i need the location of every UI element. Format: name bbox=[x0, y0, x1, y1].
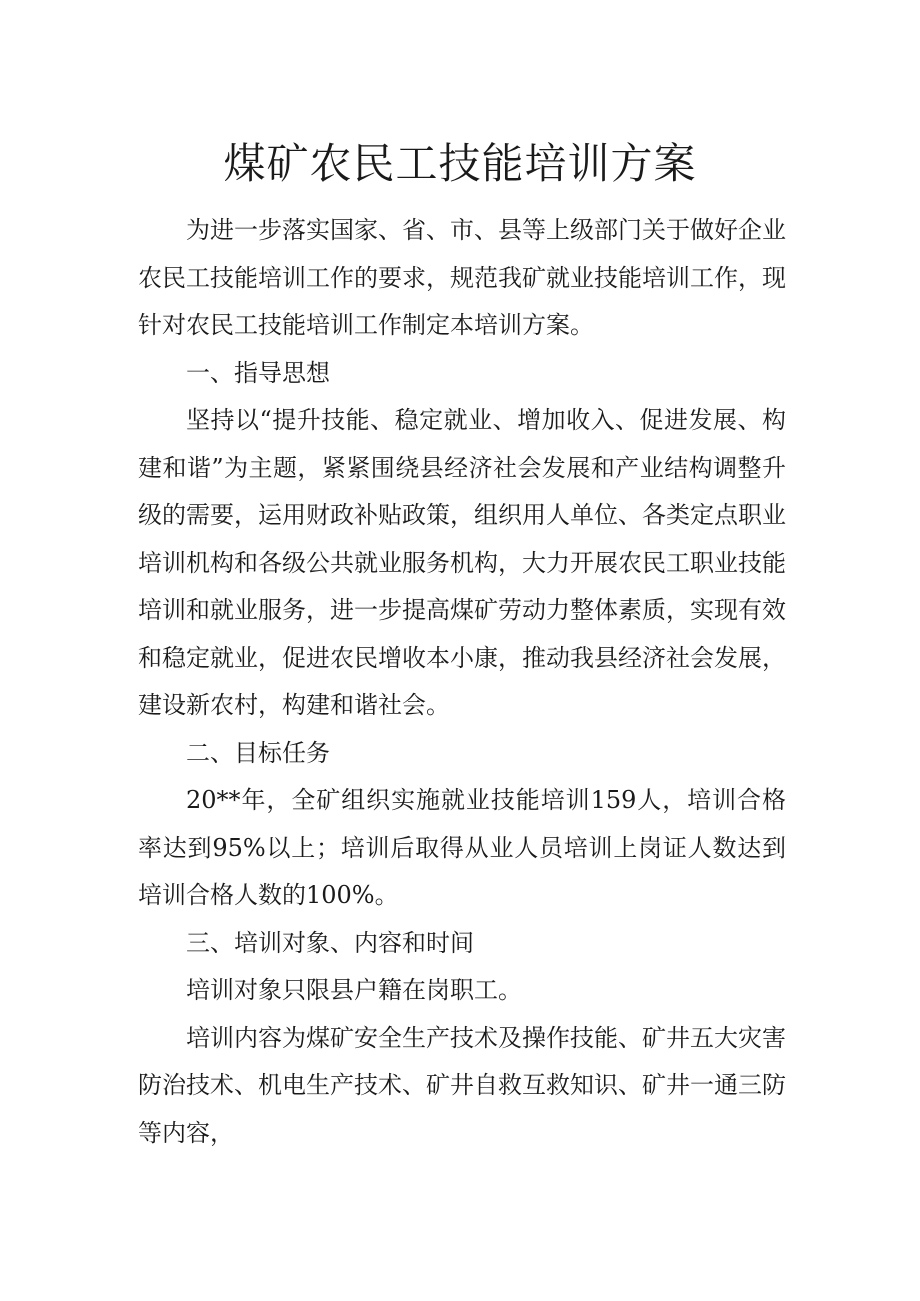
document-body bbox=[138, 207, 786, 1157]
section-heading-guiding-ideology: 一、指导思想 bbox=[186, 358, 330, 387]
training-content-paragraph: 培训内容为煤矿安全生产技术及操作技能、矿井五大灾害防治技术、机电生产技术、矿井自救互救知识、矿井一通三防等内容， bbox=[138, 1023, 786, 1147]
training-targets-paragraph: 培训对象只限县户籍在岗职工。 bbox=[186, 976, 522, 1004]
intro-paragraph: 为进一步落实国家、省、市、县等上级部门关于做好企业农民工技能培训工作的要求，规范我矿就业技能培训工作，现针对农民工技能培训工作制定本培训方案。 bbox=[138, 216, 786, 339]
section-heading-goals-tasks: 二、目标任务 bbox=[186, 738, 330, 767]
document-title: 煤矿农民工技能培训方案 bbox=[223, 139, 697, 188]
guiding-ideology-paragraph: 坚持以“提升技能、稳定就业、增加收入、促进发展、构建和谐”为主题，紧紧围绕县经济社会发展和产业结构调整升级的需要，运用财政补贴政策，组织用人单位、各类定点职业培训机构和各级公共就业服务机构，大力开展农民工职业技能培训和就业服务，进一步提高煤矿劳动力整体素质，实现有效和稳定就业，促进农民增收本小康，推动我县经济社会发展，建设新农村，构建和谐社会。 bbox=[138, 406, 786, 719]
goals-tasks-paragraph: 20**年，全矿组织实施就业技能培训159人，培训合格率达到95%以上；培训后取得从业人员培训上岗证人数达到培训合格人数的100%。 bbox=[138, 786, 786, 909]
section-heading-training-targets: 三、培训对象、内容和时间 bbox=[186, 928, 474, 957]
